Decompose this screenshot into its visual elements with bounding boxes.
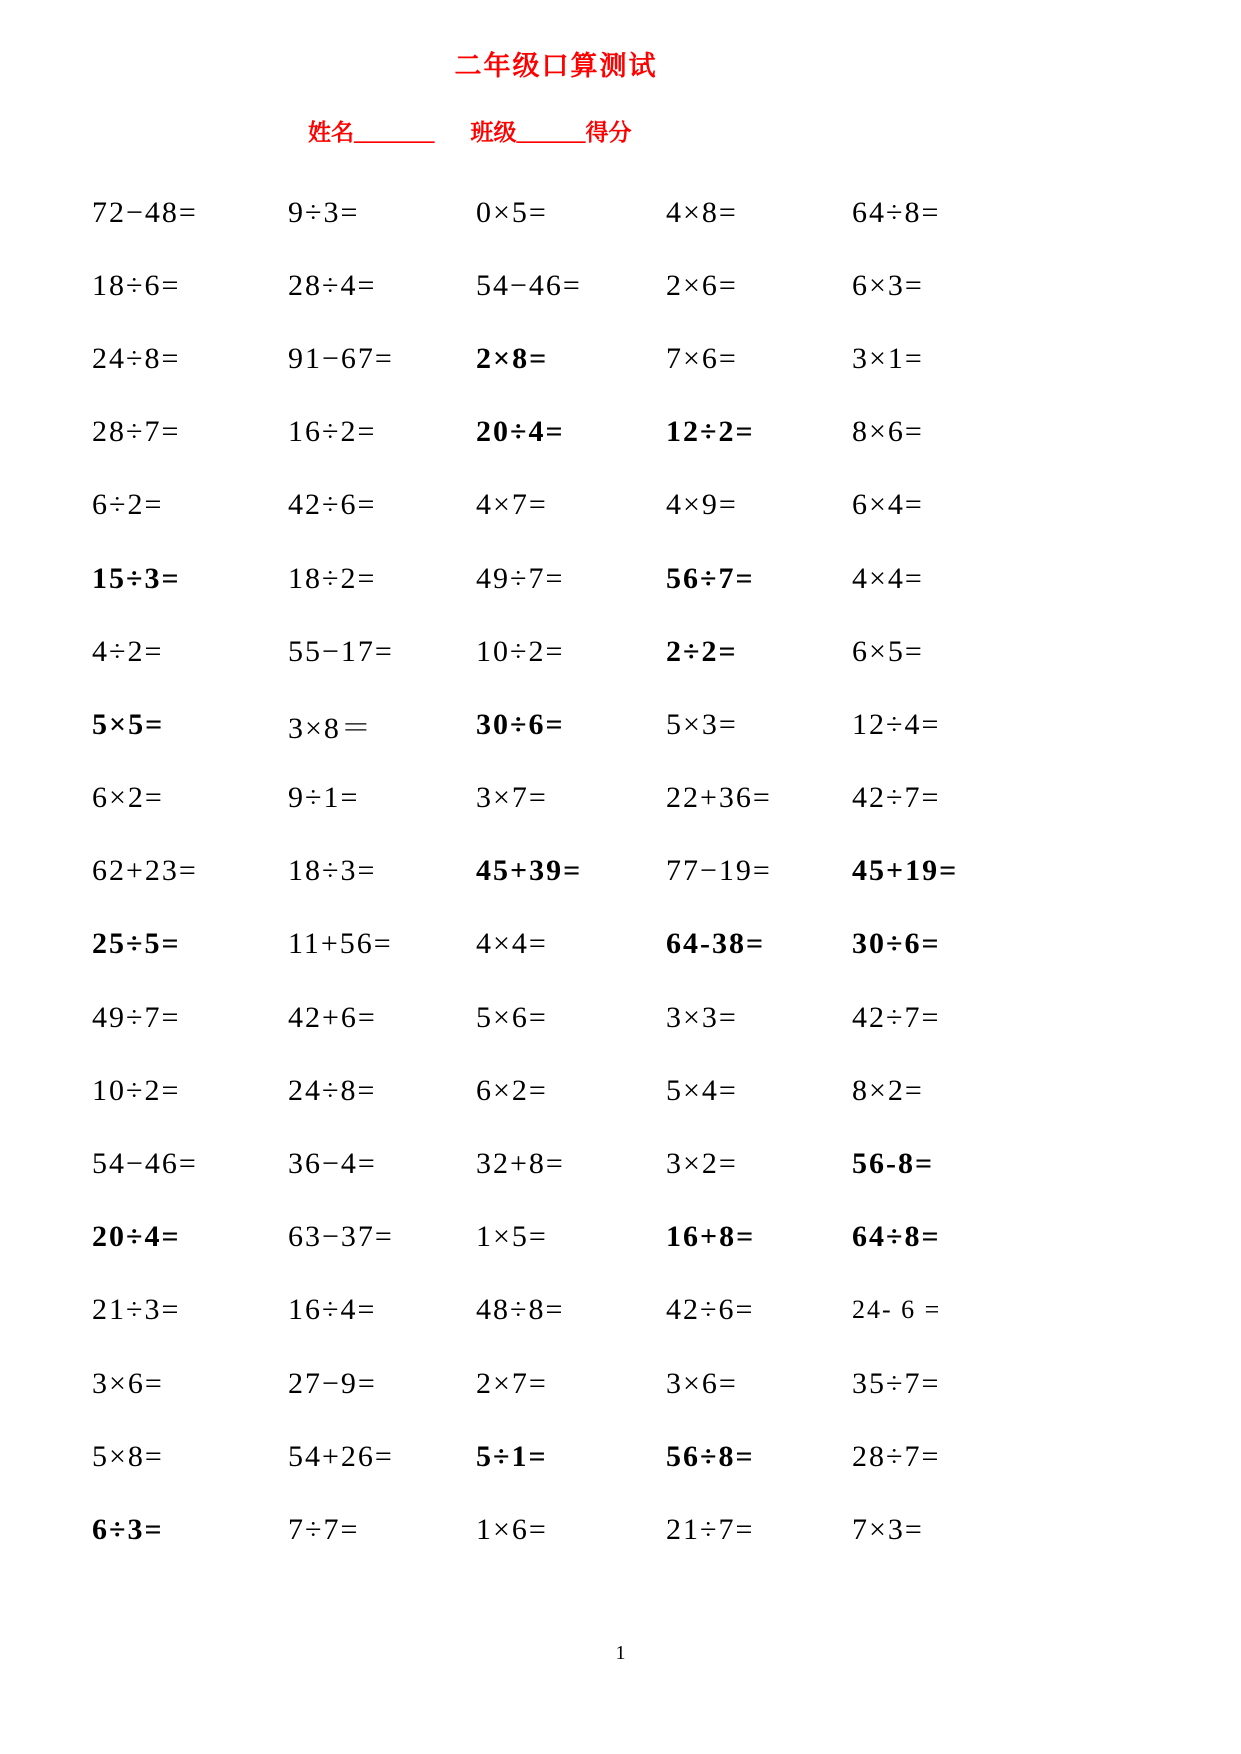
problem-r17-c3: 2×7= bbox=[476, 1366, 548, 1400]
page-title: 二年级口算测试 bbox=[454, 51, 658, 81]
problem-r18-c4: 56÷8= bbox=[666, 1439, 755, 1473]
problem-r1-c5: 64÷8= bbox=[852, 195, 941, 229]
problem-r3-c2: 91−67= bbox=[288, 341, 394, 375]
problem-r14-c2: 36−4= bbox=[288, 1147, 377, 1181]
problem-r9-c2: 9÷1= bbox=[288, 781, 360, 815]
problem-r3-c4: 7×6= bbox=[666, 341, 738, 375]
problem-r2-c4: 2×6= bbox=[666, 268, 738, 302]
problem-r17-c4: 3×6= bbox=[666, 1366, 738, 1400]
name-class-score-line bbox=[285, 88, 632, 173]
problem-r4-c3: 20÷4= bbox=[476, 415, 565, 449]
problem-r3-c5: 3×1= bbox=[852, 341, 924, 375]
problem-r11-c4: 64-38= bbox=[666, 927, 766, 961]
problem-r8-c4: 5×3= bbox=[666, 707, 738, 741]
problem-r2-c2: 28÷4= bbox=[288, 268, 377, 302]
problem-r10-c2: 18÷3= bbox=[288, 854, 377, 888]
problem-r9-c4: 22+36= bbox=[666, 781, 772, 815]
problem-r7-c1: 4÷2= bbox=[92, 634, 164, 668]
problem-r8-c5: 12÷4= bbox=[852, 707, 941, 741]
problem-r7-c5: 6×5= bbox=[852, 634, 924, 668]
problem-r9-c3: 3×7= bbox=[476, 781, 548, 815]
problem-r16-c5: 24- 6 = bbox=[852, 1295, 942, 1325]
problem-r2-c5: 6×3= bbox=[852, 268, 924, 302]
problem-r14-c4: 3×2= bbox=[666, 1147, 738, 1181]
problem-r3-c3: 2×8= bbox=[476, 341, 549, 375]
problem-r5-c5: 6×4= bbox=[852, 488, 924, 522]
problem-r12-c3: 5×6= bbox=[476, 1000, 548, 1034]
problem-r15-c4: 16+8= bbox=[666, 1220, 756, 1254]
problem-r7-c2: 55−17= bbox=[288, 634, 394, 668]
problem-r14-c3: 32+8= bbox=[476, 1147, 565, 1181]
problem-r18-c2: 54+26= bbox=[288, 1439, 394, 1473]
problem-r6-c3: 49÷7= bbox=[476, 561, 565, 595]
problem-r13-c4: 5×4= bbox=[666, 1073, 738, 1107]
problem-r18-c1: 5×8= bbox=[92, 1439, 164, 1473]
problem-r12-c5: 42÷7= bbox=[852, 1000, 941, 1034]
problem-r16-c3: 48÷8= bbox=[476, 1293, 565, 1327]
problem-r13-c2: 24÷8= bbox=[288, 1073, 377, 1107]
problem-r5-c1: 6÷2= bbox=[92, 488, 164, 522]
problem-r5-c2: 42÷6= bbox=[288, 488, 377, 522]
problem-r2-c1: 18÷6= bbox=[92, 268, 181, 302]
problem-r17-c1: 3×6= bbox=[92, 1366, 164, 1400]
problem-r8-c2: 3×8＝ bbox=[288, 711, 373, 745]
problem-r6-c4: 56÷7= bbox=[666, 561, 755, 595]
problem-r14-c1: 54−46= bbox=[92, 1147, 198, 1181]
problem-r13-c1: 10÷2= bbox=[92, 1073, 181, 1107]
problem-r9-c5: 42÷7= bbox=[852, 781, 941, 815]
problem-r8-c3: 30÷6= bbox=[476, 707, 565, 741]
problem-r10-c3: 45+39= bbox=[476, 854, 583, 888]
problem-r12-c4: 3×3= bbox=[666, 1000, 738, 1034]
problem-r4-c5: 8×6= bbox=[852, 415, 924, 449]
problem-r12-c2: 42+6= bbox=[288, 1000, 377, 1034]
problem-r4-c2: 16÷2= bbox=[288, 415, 377, 449]
problem-r19-c1: 6÷3= bbox=[92, 1512, 164, 1546]
problem-r15-c2: 63−37= bbox=[288, 1220, 394, 1254]
problem-r14-c5: 56-8= bbox=[852, 1147, 935, 1181]
problem-r6-c5: 4×4= bbox=[852, 561, 924, 595]
problem-r12-c1: 49÷7= bbox=[92, 1000, 181, 1034]
problem-r9-c1: 6×2= bbox=[92, 781, 164, 815]
problem-r10-c1: 62+23= bbox=[92, 854, 198, 888]
problem-r1-c1: 72−48= bbox=[92, 195, 198, 229]
problem-r11-c5: 30÷6= bbox=[852, 927, 941, 961]
problem-r6-c2: 18÷2= bbox=[288, 561, 377, 595]
problem-r16-c2: 16÷4= bbox=[288, 1293, 377, 1327]
problem-r18-c3: 5÷1= bbox=[476, 1439, 548, 1473]
problem-r4-c4: 12÷2= bbox=[666, 415, 755, 449]
name-field-label: 姓名_______ bbox=[308, 120, 435, 145]
problem-r19-c4: 21÷7= bbox=[666, 1512, 755, 1546]
problem-r2-c3: 54−46= bbox=[476, 268, 582, 302]
problem-r15-c1: 20÷4= bbox=[92, 1220, 181, 1254]
problem-r15-c3: 1×5= bbox=[476, 1220, 548, 1254]
problem-r10-c5: 45+19= bbox=[852, 854, 959, 888]
problem-r1-c4: 4×8= bbox=[666, 195, 738, 229]
problem-r1-c2: 9÷3= bbox=[288, 195, 360, 229]
problem-r16-c4: 42÷6= bbox=[666, 1293, 755, 1327]
problem-r19-c5: 7×3= bbox=[852, 1512, 924, 1546]
problem-r7-c3: 10÷2= bbox=[476, 634, 565, 668]
problem-r1-c3: 0×5= bbox=[476, 195, 548, 229]
problem-r16-c1: 21÷3= bbox=[92, 1293, 181, 1327]
problem-r19-c2: 7÷7= bbox=[288, 1512, 360, 1546]
problem-r19-c3: 1×6= bbox=[476, 1512, 548, 1546]
class-score-field-label: 班级______得分 bbox=[470, 120, 632, 145]
problem-r13-c5: 8×2= bbox=[852, 1073, 924, 1107]
problem-r5-c3: 4×7= bbox=[476, 488, 548, 522]
page-number: 1 bbox=[615, 1642, 626, 1664]
problem-r17-c5: 35÷7= bbox=[852, 1366, 941, 1400]
problem-r17-c2: 27−9= bbox=[288, 1366, 377, 1400]
problem-r4-c1: 28÷7= bbox=[92, 415, 181, 449]
problem-r10-c4: 77−19= bbox=[666, 854, 772, 888]
problem-r6-c1: 15÷3= bbox=[92, 561, 181, 595]
problem-r13-c3: 6×2= bbox=[476, 1073, 548, 1107]
problem-r11-c3: 4×4= bbox=[476, 927, 548, 961]
problem-r3-c1: 24÷8= bbox=[92, 341, 181, 375]
problem-r7-c4: 2÷2= bbox=[666, 634, 738, 668]
problem-r18-c5: 28÷7= bbox=[852, 1439, 941, 1473]
problem-r15-c5: 64÷8= bbox=[852, 1220, 941, 1254]
problem-r5-c4: 4×9= bbox=[666, 488, 738, 522]
problems-grid bbox=[92, 176, 1052, 1567]
problem-r11-c2: 11+56= bbox=[288, 927, 393, 961]
problem-r8-c1: 5×5= bbox=[92, 707, 165, 741]
problem-r11-c1: 25÷5= bbox=[92, 927, 181, 961]
